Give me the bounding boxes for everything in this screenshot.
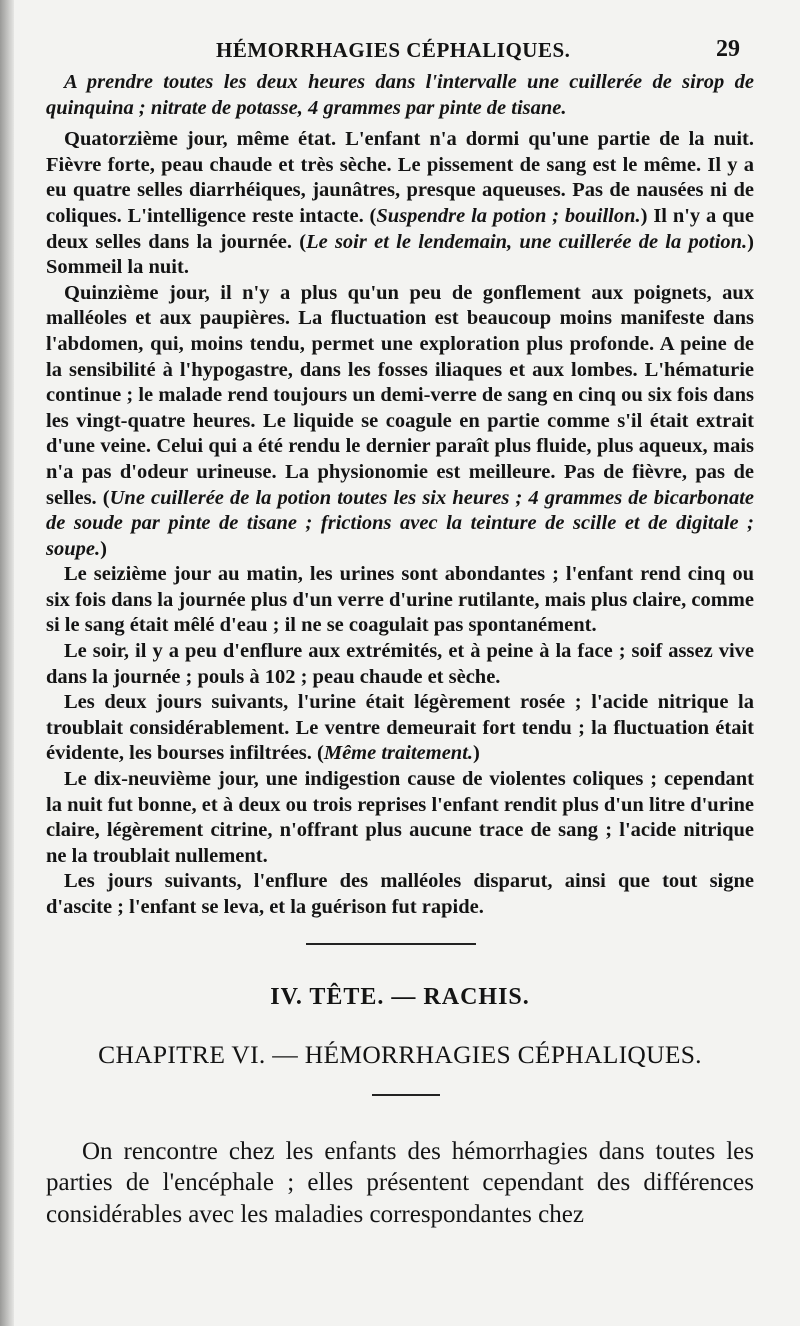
- day-14-italic-a: Suspendre la potion ; bouillon.: [376, 204, 641, 227]
- chapter-title: CHAPITRE VI. — HÉMORRHAGIES CÉPHALIQUES.: [98, 1040, 702, 1070]
- paragraph-day-16-evening: Le soir, il y a peu d'enflure aux extrémités, et à peine à la face ; soif assez vive dans la journée ; pouls à 102 ; peau chaude et sèche.: [46, 640, 754, 688]
- prescription-paragraph: A prendre toutes les deux heures dans l'intervalle une cuillerée de sirop de quinquina ; nitrate de potasse, 4 grammes par pinte de tisane.: [46, 71, 754, 119]
- chapter-intro-paragraph: On rencontre chez les enfants des hémorrhagies dans toutes les parties de l'encéphale ; elles présentent cependant des différences considérables avec les maladies correspondantes chez: [46, 1137, 754, 1228]
- day-15-text-b: ): [100, 537, 107, 560]
- paragraph-day-16-morning: Le seizième jour au matin, les urines sont abondantes ; l'enfant rend cinq ou six fois dans la journée plus d'un verre d'urine rutilante, mais plus claire, comme si le sang était mêlé d'eau ; il ne se coagulait pas spontanément.: [46, 563, 754, 637]
- day-15-italic-a: Une cuillerée de la potion toutes les six heures ; 4 grammes de bicarbonate de soude par pinte de tisane ; frictions avec la teinture de scille et de digitale ; soupe.: [46, 486, 754, 560]
- page-header: [46, 34, 740, 68]
- next-days-text-b: ): [473, 742, 480, 765]
- binding-shadow: [0, 0, 14, 1326]
- next-days-italic-a: Même traitement.: [323, 742, 474, 765]
- section-title: IV. TÊTE. — RACHIS.: [270, 983, 530, 1010]
- day-14-text-a: Quatorzième jour, même état. L'enfant n'a dormi qu'une partie de la nuit. Fièvre forte, peau chaude et très sèche. Le pissement de sang est le même. Il y a eu quatre selles diarrhéiques, jaunâtres, presque aqueuses. Pas de nausées ni de coliques. L'intelligence reste intacte. (: [46, 128, 754, 227]
- running-title: HÉMORRHAGIES CÉPHALIQUES.: [216, 38, 571, 62]
- paragraph-next-two-days: [46, 690, 754, 767]
- day-14-italic-b: Le soir et le lendemain, une cuillerée de la potion.: [306, 230, 748, 253]
- paragraph-day-19: Le dix-neuvième jour, une indigestion cause de violentes coliques ; cependant la nuit fut bonne, et à deux ou trois reprises l'enfant rendit plus d'un litre d'urine claire, légèrement citrine, n'offrant plus aucune trace de sang ; l'acide nitrique ne la troublait nullement.: [46, 768, 754, 867]
- day-14-text-c: ) Sommeil la nuit.: [46, 230, 754, 279]
- day-14-text-b: ) Il n'y a que deux selles dans la journée. (: [46, 204, 755, 253]
- paragraph-following-days: Les jours suivants, l'enflure des malléoles disparut, ainsi que tout signe d'ascite ; l'enfant se leva, et la guérison fut rapide.: [46, 870, 754, 918]
- day-15-text-a: Quinzième jour, il n'y a plus qu'un peu de gonflement aux poignets, aux malléoles et aux paupières. La fluctuation est beaucoup moins manifeste dans l'abdomen, qui, moins tendu, permet une exploration plus profonde. A peine de la sensibilité à l'hypogastre, dans les fosses iliaques et aux lombes. L'hématurie continue ; le malade rend toujours un demi-verre de sang en cinq ou six fois dans les vingt-quatre heures. Le liquide se coagule en partie comme s'il était extrait d'une veine. Celui qui a été rendu le dernier paraît plus fluide, plus aqueux, mais n'a pas d'odeur urineuse. La physionomie est meilleure. Pas de fièvre, pas de selles. (: [46, 281, 754, 509]
- section-rule: [306, 943, 476, 945]
- next-days-text-a: Les deux jours suivants, l'urine était légèrement rosée ; l'acide nitrique la troublait considérablement. Le ventre demeurait fort tendu ; la fluctuation était évidente, les bourses infiltrées. (: [46, 691, 754, 765]
- chapter-rule: [372, 1094, 440, 1096]
- body-text: [46, 70, 754, 1230]
- page-number: 29: [716, 36, 740, 62]
- paragraph-day-15: [46, 281, 754, 563]
- paragraph-day-14: [46, 127, 754, 281]
